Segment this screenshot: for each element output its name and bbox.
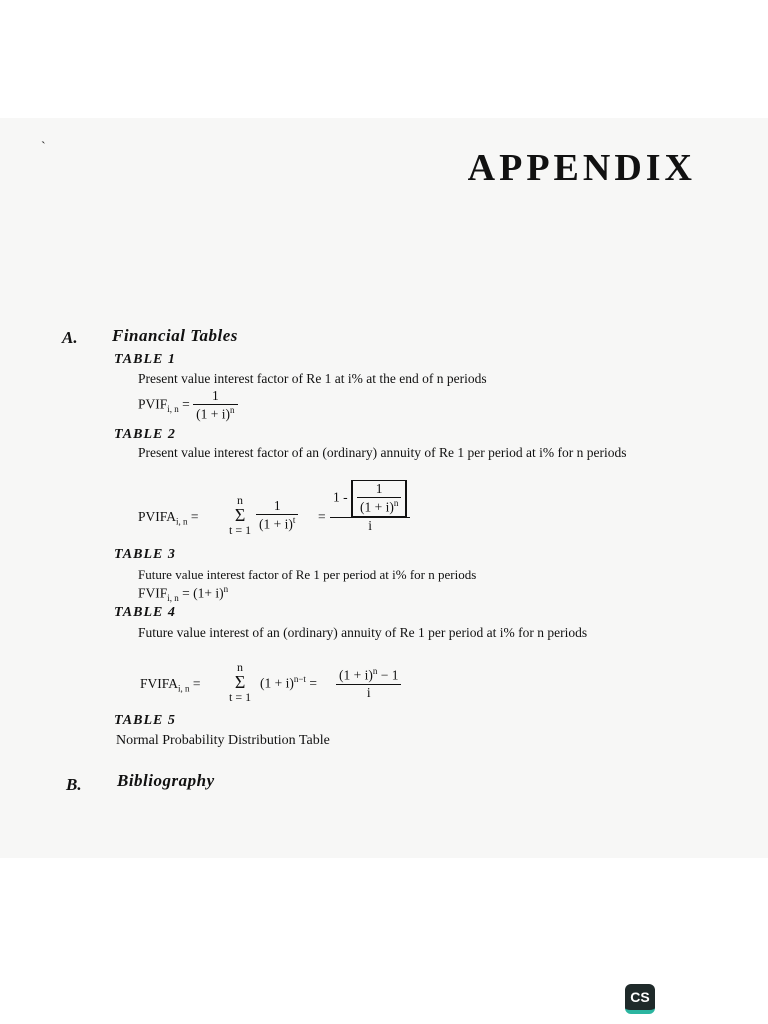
section-b-title: Bibliography	[117, 771, 215, 790]
table-4-formula-lhs: $FVIFA_{i, n}$ =	[140, 676, 201, 694]
table-4-sum: n Σ t = 1	[229, 660, 252, 704]
page-title: APPENDIX	[467, 147, 696, 189]
section-b-letter: B.	[66, 775, 82, 794]
table-2-term: $\frac{1}{(1 + i)^t}$	[256, 498, 298, 533]
table-3-description: Future value interest factor of Re 1 per period at i% for n periods	[138, 567, 477, 582]
table-4-label: TABLE 4	[114, 605, 176, 620]
stray-mark: `	[41, 140, 46, 155]
section-a-title: Financial Tables	[112, 326, 238, 345]
table-5-label: TABLE 5	[114, 713, 176, 728]
table-3-label: TABLE 3	[114, 547, 176, 562]
table-2-rhs: 1 - $\frac{1}{(1 + i)^n}$ i	[330, 480, 410, 534]
camscanner-logo: CS	[625, 984, 655, 1014]
table-3-formula: $FVIF_{i, n} = (1+ i)^n$	[138, 584, 229, 604]
table-2-sum: n Σ t = 1	[229, 493, 252, 537]
table-4-description: Future value interest of an (ordinary) annuity of Re 1 per period at i% for n periods	[138, 625, 588, 640]
table-1-label: TABLE 1	[114, 352, 176, 367]
section-a-letter: A.	[62, 328, 78, 347]
table-1-description: Present value interest factor of Re 1 at i% at the end of n periods	[138, 371, 487, 386]
table-2-description: Present value interest factor of an (ordinary) annuity of Re 1 per period at i% for n periods	[138, 445, 627, 460]
table-2-formula-lhs: $PVIFA_{i, n}$ =	[138, 509, 199, 527]
table-5-description: Normal Probability Distribution Table	[116, 733, 330, 748]
table-1-formula: $PVIF_{i, n}$ = $\frac{1}{(1 + i)^n}$	[138, 388, 238, 423]
table-4-term: $(1 + i)^{n-t}$ =	[260, 674, 317, 691]
table-4-rhs: $\frac{(1 + i)^n - 1}{i}$	[336, 666, 401, 701]
table-2-equals: =	[318, 509, 326, 524]
table-2-label: TABLE 2	[114, 427, 176, 442]
